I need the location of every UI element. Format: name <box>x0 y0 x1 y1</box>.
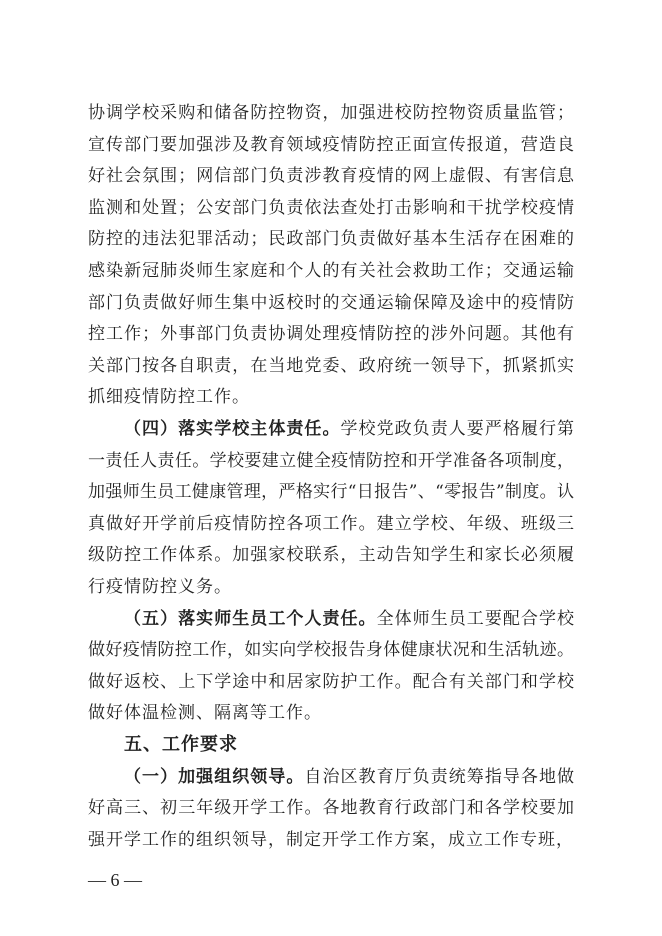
section-heading: 五、工作要求 <box>124 734 238 755</box>
paragraph-text: 全体师生员工要配合学校 <box>376 608 575 629</box>
paragraph-line: 好社会氛围；网信部门负责涉教育疫情的网上虚假、有害信息 <box>88 166 574 187</box>
paragraph-line: 控工作；外事部门负责协调处理疫情防控的涉外问题。其他有 <box>88 324 574 345</box>
paragraph-line: 行疫情防控义务。 <box>88 577 232 597</box>
paragraph-lead-heading: （四）落实学校主体责任。 <box>124 419 341 439</box>
paragraph-line: 好高三、初三年级开学工作。各地教育行政部门和各学校要加 <box>88 798 574 819</box>
paragraph-line: 真做好开学前后疫情防控各项工作。建立学校、年级、班级三 <box>88 513 574 534</box>
paragraph-line: 抓细疫情防控工作。 <box>88 387 250 408</box>
paragraph-lead-heading: （一）加强组织领导。 <box>124 766 305 787</box>
paragraph-line: 协调学校采购和储备防控物资，加强进校防控物资质量监管； <box>88 103 574 123</box>
paragraph-line: 做好体温检测、隔离等工作。 <box>88 703 322 724</box>
paragraph-line: 关部门按各自职责，在当地党委、政府统一领导下，抓紧抓实 <box>88 355 574 376</box>
paragraph-lead-heading: （五）落实师生员工个人责任。 <box>124 608 377 629</box>
paragraph-text: 自治区教育厅负责统筹指导各地做 <box>304 766 575 787</box>
paragraph-line: 监测和处置；公安部门负责依法查处打击影响和干扰学校疫情 <box>88 197 574 218</box>
paragraph-line: 加强师生员工健康管理，严格实行“日报告”、“零报告”制度。认 <box>88 482 574 503</box>
paragraph-line <box>124 604 574 634</box>
paragraph-line <box>124 414 574 444</box>
paragraph-line: 部门负责做好师生集中返校时的交通运输保障及途中的疫情防 <box>88 292 574 313</box>
paragraph-line: 一责任人责任。学校要建立健全疫情防控和开学准备各项制度， <box>88 450 574 471</box>
paragraph-line <box>124 762 574 792</box>
paragraph-line: 防控的违法犯罪活动；民政部门负责做好基本生活存在困难的 <box>88 229 574 250</box>
paragraph-line: 做好返校、上下学途中和居家防护工作。配合有关部门和学校 <box>88 671 574 692</box>
paragraph-line: 做好疫情防控工作，如实向学校报告身体健康状况和生活轨迹。 <box>88 640 574 661</box>
paragraph-text: 学校党政负责人要严格履行第 <box>340 419 574 439</box>
paragraph-line: 强开学工作的组织领导，制定开学工作方案，成立工作专班， <box>88 829 574 850</box>
paragraph-line: 级防控工作体系。加强家校联系，主动告知学生和家长必须履 <box>88 545 574 566</box>
paragraph-line: 宣传部门要加强涉及教育领域疫情防控正面宣传报道，营造良 <box>88 134 574 155</box>
page-number: — 6 — <box>88 870 142 890</box>
paragraph-line: 感染新冠肺炎师生家庭和个人的有关社会救助工作；交通运输 <box>88 261 574 281</box>
